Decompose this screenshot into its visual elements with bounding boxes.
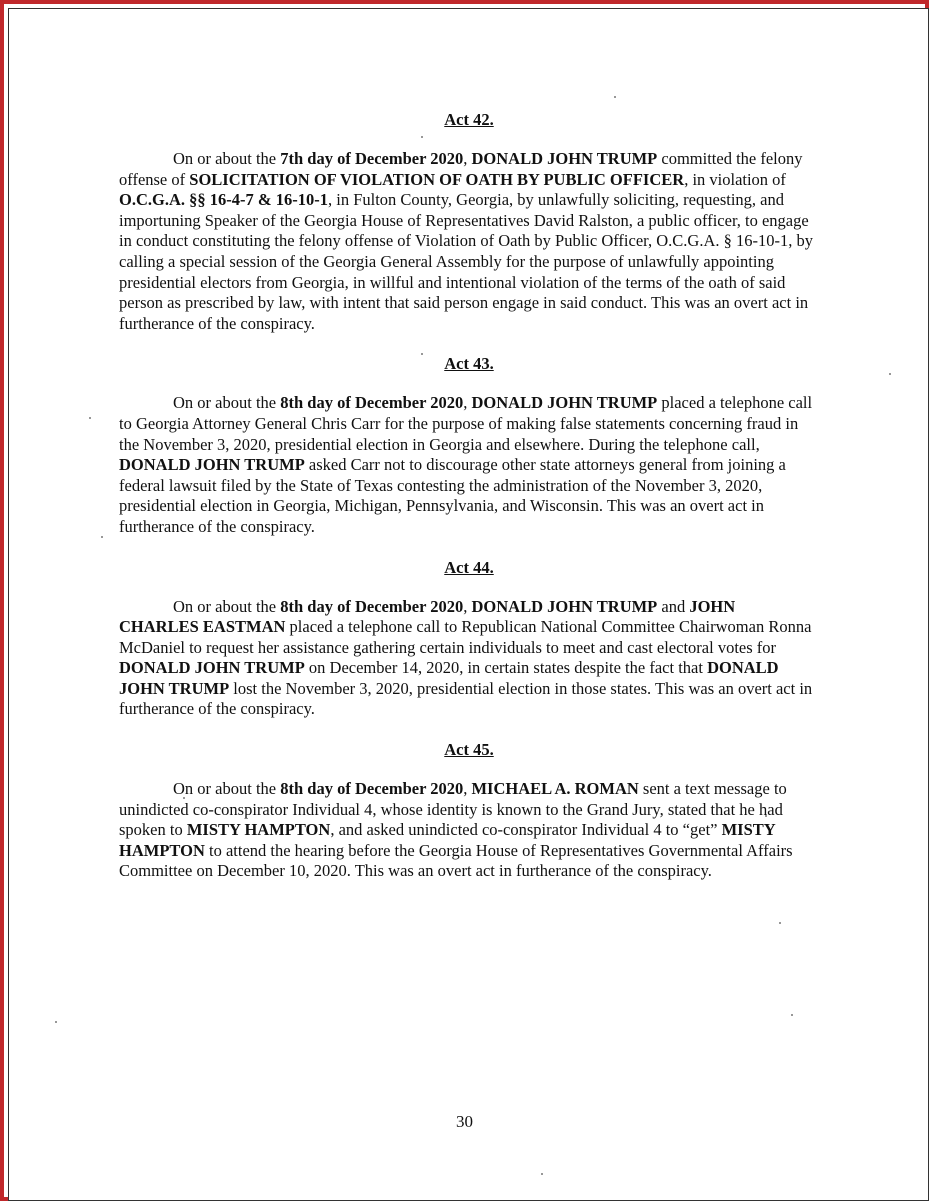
scan-speck (779, 922, 781, 924)
text-run: , (463, 393, 472, 413)
bold-text-run: 8th day of December 2020 (280, 596, 464, 616)
text-run: placed a telephone call to Georgia Attorney General Chris Carr for the purpose of making false statements concerning fraud in the November 3, 2020, presidential election in Georgia and elsewhere. During the telephone call, (119, 393, 813, 454)
scan-speck (889, 373, 891, 375)
text-run: On or about the (173, 393, 281, 413)
text-run: asked Carr not to discourage other state attorneys general from joining a federal lawsuit filed by the State of Texas contesting the administration of the November 3, 2020, presidential election in Georgia, Michigan, Pennsylvania, and Wisconsin. This was an overt act in furtherance of the conspiracy. (119, 455, 786, 536)
scan-speck (541, 1173, 543, 1175)
bold-text-run: O.C.G.A. §§ 16-4-7 & 16-10-1 (119, 190, 328, 210)
text-run: placed a telephone call to Republican National Committee Chairwoman Ronna McDaniel to request her assistance gathering certain individuals to meet and cast electoral votes for (119, 617, 812, 657)
bold-text-run: MISTY HAMPTON (119, 820, 776, 860)
act-paragraph (119, 149, 819, 334)
act-heading: Act 43. (444, 354, 494, 374)
bold-text-run: DONALD JOHN TRUMP (471, 149, 658, 168)
act-paragraph (119, 393, 819, 537)
bold-text-run: MISTY HAMPTON (186, 820, 331, 840)
scan-speck (614, 96, 616, 98)
bold-text-run: 8th day of December 2020 (280, 779, 464, 799)
text-run: , (463, 149, 472, 168)
text-run: On or about the (173, 149, 281, 168)
act-paragraph (119, 779, 819, 882)
document-body (119, 109, 819, 901)
scan-speck (89, 417, 91, 419)
bold-text-run: MICHAEL A. ROMAN (471, 779, 639, 799)
text-run: , (463, 779, 472, 799)
text-run: On or about the (173, 596, 281, 616)
text-run: and (657, 596, 690, 616)
bold-text-run: DONALD JOHN TRUMP (119, 658, 779, 698)
text-run: on December 14, 2020, in certain states despite the fact that (304, 658, 708, 678)
text-run: , (463, 596, 472, 616)
page-number: 30 (456, 1112, 473, 1131)
bold-text-run: 7th day of December 2020 (280, 149, 464, 168)
bold-text-run: SOLICITATION OF VIOLATION OF OATH BY PUBLIC OFFICER (189, 169, 685, 189)
bold-text-run: DONALD JOHN TRUMP (471, 596, 658, 616)
bold-text-run: 8th day of December 2020 (280, 393, 464, 413)
act-heading: Act 45. (444, 740, 494, 760)
scan-speck (791, 1014, 793, 1016)
text-run: , in Fulton County, Georgia, by unlawfully soliciting, requesting, and importuning Speaker of the Georgia House of Representatives David Ralston, a public officer, to engage in conduct constituting the felony offense of Violation of Oath by Public Officer, O.C.G.A. § 16-10-1, by calling a special session of the Georgia General Assembly for the purpose of unlawfully appointing presidential electors from Georgia, in willful and intentional violation of the terms of the oath of said person as prescribed by law, with intent that said person engage in said conduct. This was an overt act in furtherance of the conspiracy. (119, 190, 813, 333)
text-run: On or about the (173, 779, 281, 799)
act-heading: Act 44. (444, 557, 494, 577)
bold-text-run: DONALD JOHN TRUMP (119, 455, 305, 475)
bold-text-run: DONALD JOHN TRUMP (471, 393, 658, 413)
bold-text-run: JOHN CHARLES EASTMAN (119, 596, 736, 637)
scan-speck (101, 536, 103, 538)
act-heading: Act 42. (444, 110, 494, 129)
text-run: , and asked unindicted co-conspirator Individual 4 to “get” (330, 820, 722, 840)
text-run: lost the November 3, 2020, presidential election in those states. This was an overt act in furtherance of the conspiracy. (119, 678, 813, 719)
bold-text-run: DONALD JOHN TRUMP (119, 658, 305, 678)
text-run: , in violation of (684, 169, 786, 189)
act-paragraph (119, 597, 819, 721)
text-run: sent a text message to unindicted co-conspirator Individual 4, whose identity is known to the Grand Jury, stated that he had spoken to (119, 779, 787, 840)
text-run: committed the felony offense of (119, 149, 803, 189)
text-run: to attend the hearing before the Georgia House of Representatives Governmental Affairs Committee on December 10, 2020. This was an overt act in furtherance of the conspiracy. (119, 840, 793, 881)
scan-speck (55, 1021, 57, 1023)
